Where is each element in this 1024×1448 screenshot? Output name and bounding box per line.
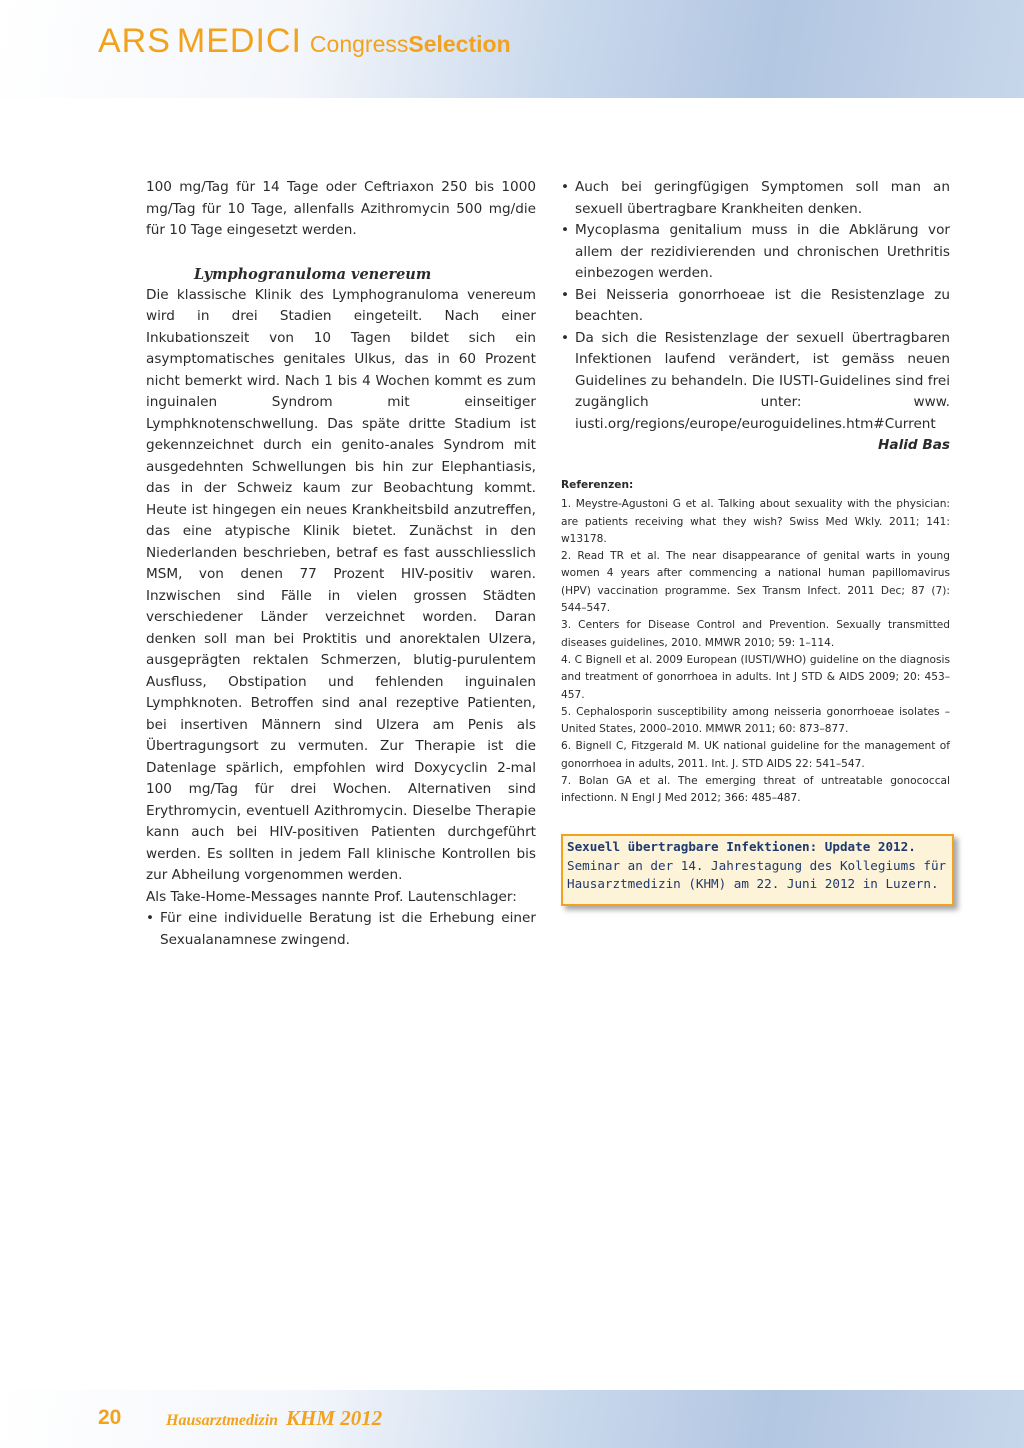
author-name: Halid Bas (878, 437, 950, 453)
page-number: 20 (98, 1406, 122, 1429)
take-home-bullet: • Mycoplasma genitalium muss in die Abklärung vor allem der rezidivierenden und chronischen Urethritis einbezogen werden. (561, 220, 950, 285)
references-title: Referenzen: (561, 479, 634, 491)
take-home-list-left (146, 908, 536, 951)
logo-ars: ARS (98, 22, 171, 60)
take-home-list-right (561, 177, 950, 435)
left-column (146, 177, 536, 951)
intro-paragraph: 100 mg/Tag für 14 Tage oder Ceftriaxon 250 bis 1000 mg/Tag für 10 Tage, allenfalls Azithromycin 500 mg/die für 10 Tage eingesetzt werden. (146, 179, 536, 238)
reference-item: 4. C Bignell et al. 2009 European (IUSTI/WHO) guideline on the diagnosis and treatment of gonorrhoea in adults. Int J STD & AIDS 2009; 20: 453–457. (561, 653, 950, 701)
reference-item: 6. Bignell C, Fitzgerald M. UK national guideline for the management of gonorrhoea in adults, 2011. Int. J. STD AIDS 22: 541–547. (561, 740, 950, 770)
ars-medici-logo (98, 22, 511, 61)
take-home-bullet: • Da sich die Resistenzlage der sexuell übertragbaren Infektionen laufend verändert, ist gemäss neuen Guidelines zu behandeln. Die IUSTI-Guidelines sind frei zugänglich unter: www. iusti.org/regions/europe/euroguidelines.htm#Current (561, 328, 950, 436)
publication-name: Hausarztmedizin (166, 1412, 279, 1429)
section-heading: Lymphogranuloma venereum (194, 265, 432, 283)
body-paragraph: Die klassische Klinik des Lymphogranuloma venereum wird in drei Stadien eingeteilt. Nach einer Inkubationszeit von 10 Tagen bildet sich ein asymptomatisches genitales Ulkus, das in 60 Prozent nicht bemerkt wird. Nach 1 bis 4 Wochen kommt es zum inguinalen Syndrom mit einseitiger Lymphknotenschwellung. Das späte dritte Stadium ist gekennzeichnet durch ein genito-anales Syndrom mit ausgedehnten Schwellungen bis hin zur Elephantiasis, das in der Schweiz kaum zur Beobachtung kommt. Heute ist hingegen ein neues Krankheitsbild anzutreffen, das eine atypische Klinik bietet. Zunächst in den Niederlanden beschrieben, betraf es fast ausschliesslich MSM, von denen 77 Prozent HIV-positiv waren. Inzwischen sind Fälle in vielen grossen Städten verschiedener Länder verzeichnet worden. Daran denken soll man bei Proktitis und anorektalen Ulzera, ausgeprägten rektalen Schmerzen, blutig-purulentem Ausfluss, Obstipation und fehlenden inguinalen Lymphknoten. Betroffen sind anal rezeptive Patienten, bei insertiven Männern sind Ulzera am Penis als Übertragungsort zu vermuten. Zur Therapie ist die Datenlage spärlich, empfohlen wird Doxycyclin 2-mal 100 mg/Tag für drei Wochen. Alternativen sind Erythromycin, eventuell Azithromycin. Dieselbe Therapie kann auch bei HIV-positiven Patienten durchgeführt werden. Es sollten in jedem Fall klinische Kontrollen bis zur Abheilung vorgenommen werden. (146, 286, 536, 883)
info-box-title: Sexuell übertragbare Infektionen: Update 2012. (567, 839, 916, 854)
reference-item: 5. Cephalosporin susceptibility among neisseria gonorrhoeae isolates – United States, 2000–2010. MMWR 2011; 60: 873–877. (561, 705, 950, 736)
take-home-bullet: • Bei Neisseria gonorrhoeae ist die Resistenzlage zu beachten. (561, 285, 950, 328)
references-section (561, 477, 950, 808)
logo-selection: Selection (408, 31, 511, 57)
publication-edition: KHM 2012 (286, 1406, 383, 1430)
info-box-text: Seminar an der 14. Jahrestagung des Kollegiums für Hausarztmedizin (KHM) am 22. Juni 2012 in Luzern. (567, 857, 947, 891)
reference-item: 1. Meystre-Agustoni G et al. Talking about sexuality with the physician: are patients receiving what they wish? Swiss Med Wkly. 2011; 141: w13178. (561, 498, 950, 545)
take-home-intro: Als Take-Home-Messages nannte Prof. Lautenschlager: (146, 888, 517, 905)
reference-item: 7. Bolan GA et al. The emerging threat of untreatable gonococcal infectionn. N Engl J Med 2012; 366: 485–487. (561, 775, 950, 805)
right-column (561, 177, 950, 457)
footer-band (0, 1390, 1024, 1448)
footer-publication (166, 1406, 382, 1431)
info-box (561, 834, 954, 906)
take-home-bullet: • Für eine individuelle Beratung ist die Erhebung einer Sexualanamnese zwingend. (146, 908, 536, 951)
logo-medici: MEDICI (176, 22, 302, 60)
take-home-bullet: • Auch bei geringfügigen Symptomen soll man an sexuell übertragbare Krankheiten denken. (561, 177, 950, 220)
reference-item: 3. Centers for Disease Control and Prevention. Sexually transmitted diseases guidelines, 2010. MMWR 2010; 59: 1–114. (561, 619, 950, 649)
logo-congress: Congress (309, 31, 409, 57)
reference-item: 2. Read TR et al. The near disappearance of genital warts in young women 4 years after commencing a national human papillomavirus (HPV) vaccination programme. Sex Transm Infect. 2011 Dec; 87 (7): 544–547. (561, 550, 950, 615)
